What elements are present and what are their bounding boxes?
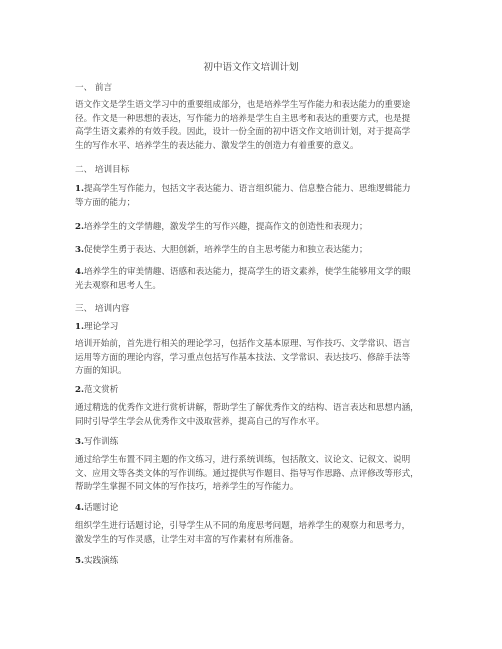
content-number: 2.	[75, 385, 84, 395]
content-paragraph	[75, 338, 445, 379]
paragraph-line: 运用等方面的理论内容，学习重点包括写作基本技法、文学常识、表达技巧、修辞手法等	[75, 352, 411, 363]
intro-paragraph	[75, 99, 445, 153]
content-heading-text: 范文赏析	[83, 385, 119, 395]
content-paragraph	[75, 454, 445, 495]
content-number: 1.	[75, 322, 84, 332]
content-heading	[75, 321, 445, 335]
content-paragraph	[75, 520, 445, 547]
content-number: 5.	[75, 556, 84, 566]
goal-number: 4.	[75, 267, 84, 277]
content-number: 4.	[75, 503, 84, 513]
goal-text: 光去观察和思考人生。	[75, 280, 161, 291]
content-heading-text: 实践演练	[83, 556, 119, 566]
paragraph-line: 通过给学生布置不同主题的作文练习，进行系统训练，包括散文、议论文、记叙文、说明	[75, 455, 411, 465]
section-heading-goals: 二、 培训目标	[75, 165, 130, 175]
paragraph-line: 组织学生进行话题讨论，引导学生从不同的角度思考问题，培养学生的观察力和思考力，	[75, 521, 411, 531]
intro-line: 语文作文是学生语文学习中的重要组成部分，也是培养学生写作能力和表达能力的重要途	[75, 100, 411, 110]
content-paragraph	[75, 402, 445, 429]
document-title: 初中语文作文培训计划	[203, 62, 299, 73]
goal-number: 2.	[75, 222, 84, 232]
goal-number: 1.	[75, 184, 84, 194]
paragraph-line: 通过精选的优秀作文进行赏析讲解，帮助学生了解优秀作文的结构、语言表达和思想内涵，	[75, 403, 419, 413]
content-heading	[75, 436, 445, 450]
content-heading	[75, 384, 445, 398]
goal-item	[75, 266, 445, 293]
goal-text: 培养学生的审美情趣、语感和表达能力，提高学生的语文素养，使学生能够用文学的眼	[83, 267, 411, 277]
paragraph-line: 激发学生的写作灵感，让学生对丰富的写作素材有所准备。	[75, 534, 299, 545]
goal-text: 等方面的能力；	[75, 197, 136, 208]
intro-line: 径。作文是一种思想的表达，写作能力的培养是学生自主思考和表达的重要方式，也是提	[75, 113, 411, 124]
goal-number: 3.	[75, 245, 84, 255]
paragraph-line: 方面的知识。	[75, 366, 127, 376]
paragraph-line: 同时引导学生学会从优秀作文中汲取营养，提高自己的写作水平。	[75, 416, 325, 427]
intro-line: 高学生语文素养的有效手段。因此，设计一份全面的初中语文作文培训计划，对于提高学	[75, 127, 411, 137]
content-number: 3.	[75, 437, 84, 447]
paragraph-line: 文、应用文等各类文体的写作训练。通过提供写作题目、指导写作思路、点评修改等形式，	[75, 468, 419, 479]
goal-text: 培养学生的文学情趣，激发学生的写作兴趣，提高作文的创造性和表现力；	[83, 222, 368, 232]
intro-line: 生的写作水平、培养学生的表达能力、激发学生的创造力有着重要的意义。	[75, 140, 359, 151]
goal-item	[75, 183, 445, 210]
goal-text: 提高学生写作能力，包括文字表达能力、语言组织能力、信息整合能力、思维逻辑能力	[83, 184, 411, 194]
goal-item	[75, 221, 445, 235]
content-heading	[75, 502, 445, 516]
content-heading-text: 话题讨论	[83, 503, 119, 513]
paragraph-line: 帮助学生掌握不同文体的写作技巧，培养学生的写作能力。	[75, 482, 299, 492]
content-heading-text: 理论学习	[83, 322, 119, 332]
paragraph-line: 培训开始前，首先进行相关的理论学习，包括作文基本原理、写作技巧、文学常识、语言	[75, 339, 411, 349]
content-heading	[75, 555, 445, 569]
content-heading-text: 写作训练	[83, 437, 119, 447]
goal-text: 促使学生勇于表达、大胆创新，培养学生的自主思考能力和独立表达能力；	[83, 245, 368, 255]
section-heading-content: 三、 培训内容	[75, 304, 130, 314]
goal-item	[75, 244, 445, 258]
section-heading-preface: 一、 前言	[75, 83, 113, 93]
